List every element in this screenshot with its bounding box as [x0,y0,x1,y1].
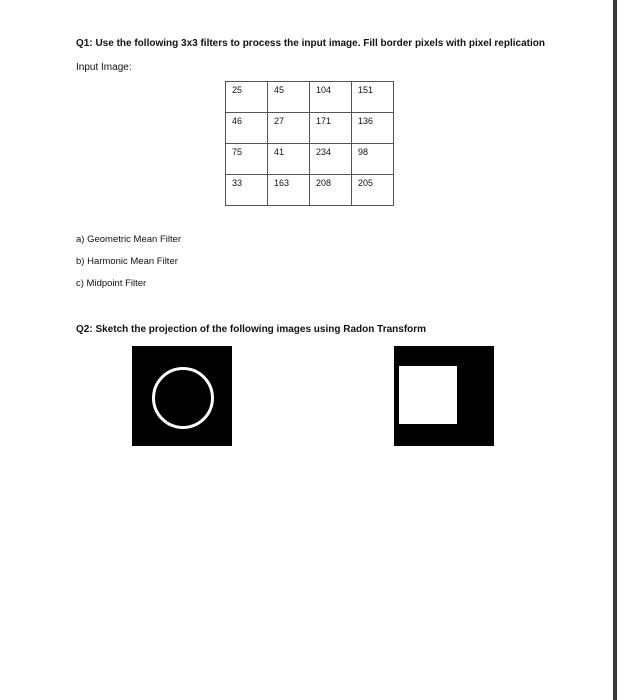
matrix-row [226,82,394,113]
option-midpoint: c) Midpoint Filter [76,278,147,289]
input-image-matrix [225,81,394,206]
matrix-row [226,113,394,144]
matrix-cell: 98 [352,144,394,175]
matrix-cell: 41 [268,144,310,175]
matrix-cell: 208 [310,175,352,206]
option-harmonic-mean: b) Harmonic Mean Filter [76,256,178,267]
matrix-cell: 33 [226,175,268,206]
matrix-cell: 234 [310,144,352,175]
square-image [394,346,494,446]
white-circle-ring [152,367,214,429]
matrix-cell: 171 [310,113,352,144]
question-1-title: Q1: Use the following 3x3 filters to process the input image. Fill border pixels with pixel replication [76,38,545,49]
matrix-cell: 151 [352,82,394,113]
matrix-cell: 163 [268,175,310,206]
matrix-cell: 27 [268,113,310,144]
matrix-cell: 104 [310,82,352,113]
matrix-row [226,175,394,206]
matrix-cell: 205 [352,175,394,206]
white-square [399,366,457,424]
matrix-cell: 75 [226,144,268,175]
matrix-cell: 45 [268,82,310,113]
circle-image [132,346,232,446]
matrix-row [226,144,394,175]
matrix-cell: 46 [226,113,268,144]
input-image-label: Input Image: [76,62,132,73]
option-geometric-mean: a) Geometric Mean Filter [76,234,182,245]
matrix-cell: 25 [226,82,268,113]
filter-options-list [76,234,181,300]
question-2-title: Q2: Sketch the projection of the following images using Radon Transform [76,324,427,335]
matrix-cell: 136 [352,113,394,144]
